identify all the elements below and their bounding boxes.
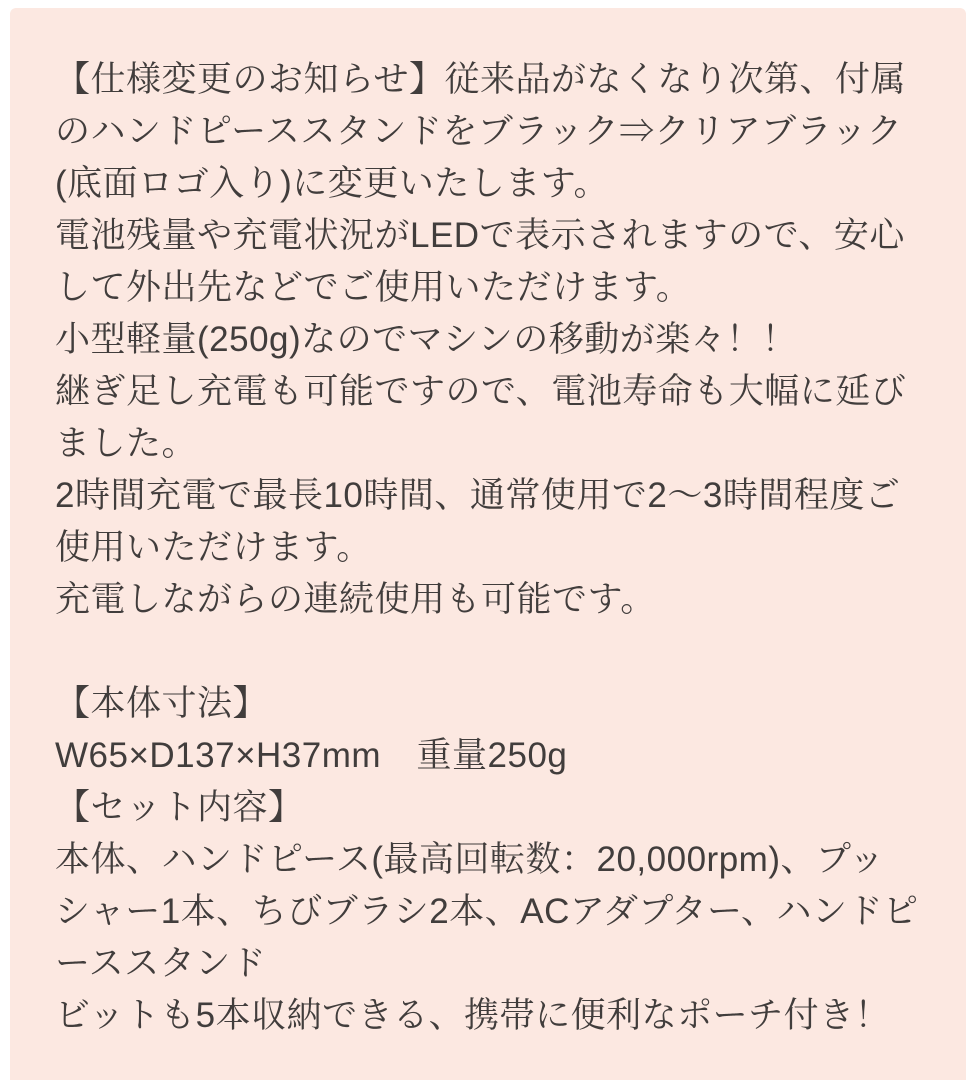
- set-contents-heading: 【セット内容】: [55, 788, 304, 827]
- product-description-panel: [10, 8, 966, 1080]
- text-line: 小型軽量(250g)なのでマシンの移動が楽々！！: [55, 320, 798, 359]
- text-line: ーススタンド: [55, 944, 267, 983]
- text-line: 充電しながらの連続使用も可能です。: [55, 580, 656, 619]
- text-line: 2時間充電で最長10時間、通常使用で2〜3時間程度ご: [55, 476, 901, 515]
- text-line: 使用いただけます。: [55, 528, 372, 567]
- text-line: 本体、ハンドピース(最高回転数：20,000rpm)、プッ: [55, 840, 885, 879]
- text-line: シャー1本、ちびブラシ2本、ACアダプター、ハンドピ: [55, 892, 919, 931]
- text-line: (底面ロゴ入り)に変更いたします。: [55, 164, 610, 203]
- text-line: して外出先などでご使用いただけます。: [55, 268, 692, 307]
- text-line: ました。: [55, 424, 198, 463]
- text-line: 【仕様変更のお知らせ】従来品がなくなり次第、付属: [55, 60, 906, 99]
- blank-line: [55, 626, 926, 678]
- text-line: 継ぎ足し充電も可能ですので、電池寿命も大幅に延び: [55, 372, 907, 411]
- specs-paragraph: [55, 678, 926, 1042]
- text-line: のハンドピーススタンドをブラック⇒クリアブラック: [55, 112, 903, 151]
- dimensions-value: W65×D137×H37mm 重量250g: [55, 736, 568, 775]
- text-line: 電池残量や充電状況がLEDで表示されますので、安心: [55, 216, 905, 255]
- notice-paragraph: [55, 54, 926, 626]
- product-description-text: [55, 54, 926, 1042]
- pouch-line: ビットも5本収納できる、携帯に便利なポーチ付き！: [55, 996, 891, 1035]
- dimensions-heading: 【本体寸法】: [55, 684, 269, 723]
